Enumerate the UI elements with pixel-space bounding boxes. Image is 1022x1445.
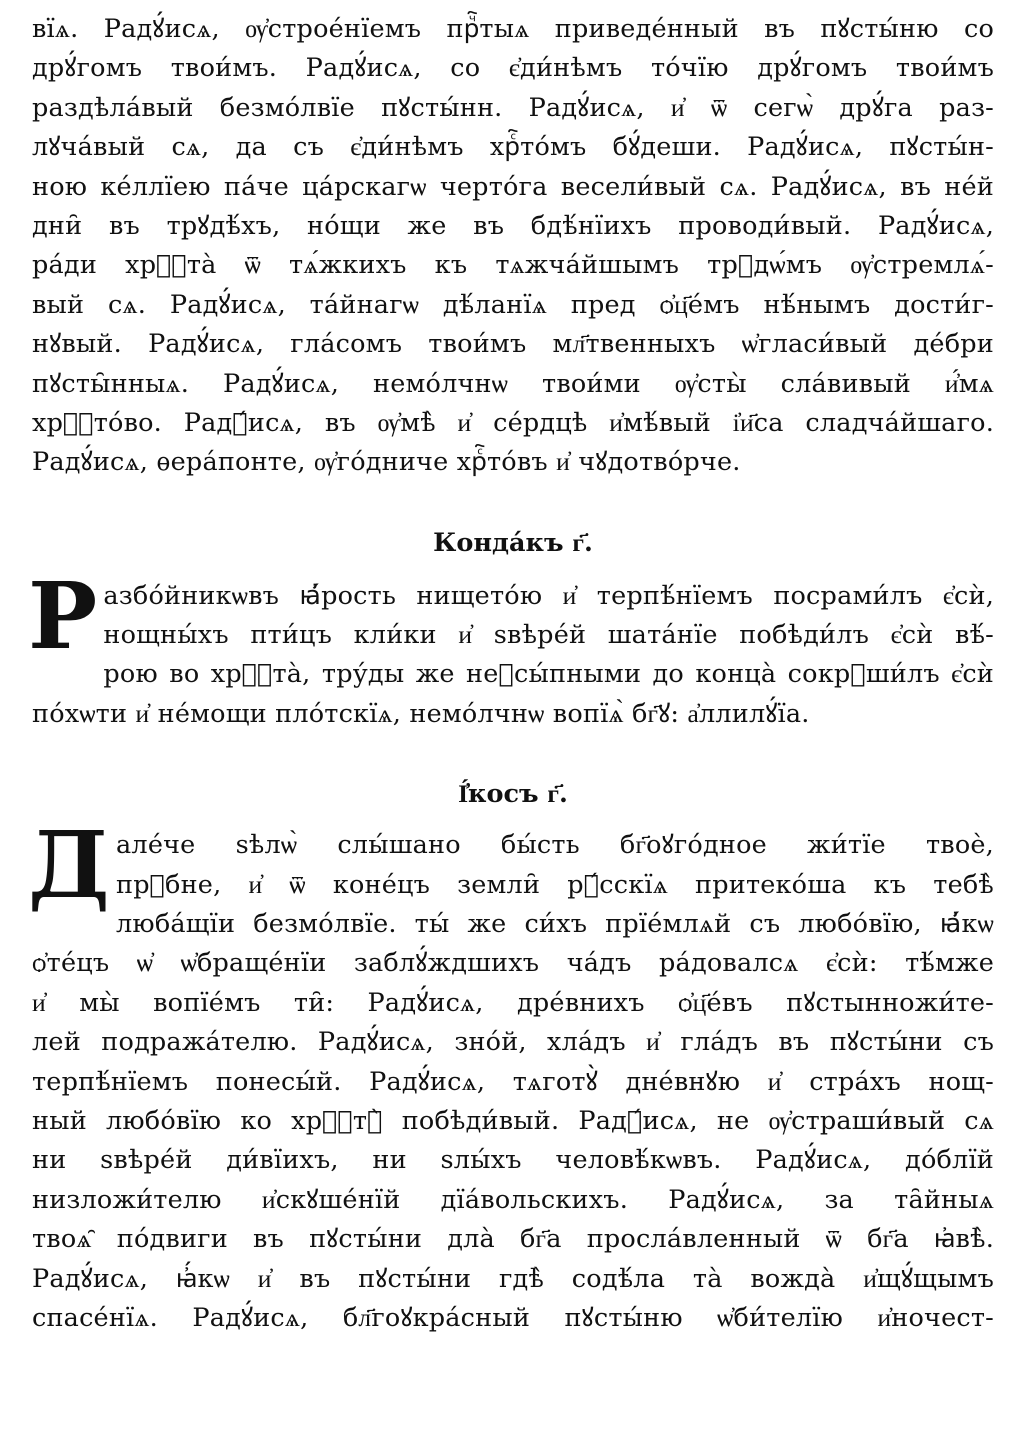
text-line: раздѣла́вый безмо́лвїе пꙋсты́нн. Радꙋ́исѧ, и҆ ѿ сегѡ̀ дрꙋ́га раз-: [32, 92, 994, 123]
ikos-heading: І҆́косъ г҃.: [458, 779, 568, 810]
text-line: люба́щїи безмо́лвїе. ты́ же си́хъ прїе́млѧй съ любо́вїю, ꙗ҆́кѡ: [116, 909, 994, 940]
text-line: Радꙋ́исѧ, ꙗ҆́кѡ и҆ въ пꙋсты́ни гдѣ̀ содѣ́ла та̀ вожда̀ и҆щꙋ́щымъ: [32, 1263, 994, 1294]
ikos-drop-cap: Д: [28, 811, 111, 920]
text-line: низложи́телю и҆скꙋше́нїй дїа́вольскихъ. Радꙋ́исѧ, за та̑йныѧ: [32, 1184, 994, 1215]
text-line: твоѧ̑ по́двиги въ пꙋсты́ни дла̀ бг҃а просла́вленный ѿ бг҃а ꙗ҆вѣ̀.: [32, 1224, 994, 1255]
text-line: дрꙋ́гомъ твои́мъ. Радꙋ́исѧ, со є҆ди́нѣмъ то́чїю дрꙋ́гомъ твои́мъ: [32, 53, 994, 84]
kondak-heading: Конда́къ г҃.: [433, 527, 593, 558]
text-line: вый сѧ. Радꙋ́исѧ, та́йнагѡ дѣ́ланїѧ пред ѻ҆ц҃е́мъ нѣ́нымъ дости́г-: [32, 289, 994, 320]
text-line: ною ке́ллїею па́че ца́рскагѡ черто́га весели́вый сѧ. Радꙋ́исѧ, въ не́й: [32, 171, 994, 202]
text-line: лей подража́телю. Радꙋ́исѧ, зно́й, хла́дъ и҆ гла́дъ въ пꙋсты́ни съ: [32, 1027, 994, 1058]
ikos-paragraph: [28, 811, 994, 1338]
text-line: спасе́нїѧ. Радꙋ́исѧ, бл҃гоꙋкра́сный пꙋсты́ню ѡ҆би́телїю и҆ночест-: [32, 1302, 994, 1333]
kondak-paragraph: [28, 561, 994, 735]
text-line: и҆ мы̀ вопїе́мъ ти̑: Радꙋ́исѧ, дре́внихъ ѻ҆ц҃е́въ пꙋстынножи́те-: [32, 987, 994, 1018]
document-page: [28, 10, 994, 1338]
text-line: ни ѕвѣре́й ди́вїихъ, ни ѕлы́хъ человѣ́кѡвъ. Радꙋ́исѧ, до́блїй: [32, 1145, 994, 1176]
text-line: хрⷭ҇то́во. Радꙋ́исѧ, въ ѹ҆мѣ̀ и҆ се́рдцѣ и҆мѣ́вый і҆и҃са сладча́йшаго.: [32, 407, 994, 438]
text-line: по́хѡти и҆ не́мощи пло́тскїѧ, немо́лчнѡ вопїѧ̀ бг҃ꙋ: а҆ллилꙋ́їа.: [32, 698, 810, 729]
text-line: вїѧ. Радꙋ́исѧ, ѹ҆строе́нїемъ прⷱ҇тыѧ приведе́нный въ пꙋсты́ню со: [32, 14, 994, 44]
text-line: дни̑ въ трꙋдѣ́хъ, но́щи же въ бдѣ́нїихъ проводи́вый. Радꙋ́исѧ,: [32, 210, 994, 241]
text-line: нощны́хъ пти́цъ кли́ки и҆ ѕвѣре́й шата́нїе побѣди́лъ є҆сѝ вѣ́-: [103, 620, 994, 651]
text-line: пꙋсты̑нныѧ. Радꙋ́исѧ, немо́лчнѡ твои́ми ѹ҆сты̀ сла́вивый и҆́мѧ: [32, 368, 994, 399]
text-line: ра́ди хрⷭ҇та̀ ѿ тѧ́жкихъ къ тѧжча́йшымъ трꙋдѡ́мъ ѹ҆стремлѧ́-: [32, 250, 994, 281]
text-line: азбо́йникѡвъ ꙗ҆́рость нището́ю и҆ терпѣ́нїемъ посрами́лъ є҆сѝ,: [103, 580, 994, 611]
text-line: рою во хрⷭ҇та̀, тру́ды же неꙋсы́пными до конца̀ сокрꙋши́лъ є҆сѝ: [103, 659, 994, 690]
text-line: лꙋча́вый сѧ, да съ є҆ди́нѣмъ хрⷭ҇то́мъ бꙋ́деши. Радꙋ́исѧ, пꙋсты́н-: [32, 132, 994, 163]
text-line: ѻ҆те́цъ ѡ҆ ѡ҆браще́нїи заблꙋ́ждшихъ ча́дъ ра́довалсѧ є҆сѝ: тѣ́мже: [32, 948, 994, 979]
text-line: терпѣ́нїемъ понесы́й. Радꙋ́исѧ, тѧготꙋ̀ дне́внꙋю и҆ стра́хъ нощ-: [32, 1066, 994, 1097]
akathist-text-top: [32, 10, 994, 483]
text-line: Радꙋ́исѧ, ѳера́понте, ѹ҆го́дниче хрⷭ҇то́въ и҆ чꙋдотво́рче.: [32, 447, 741, 478]
text-line: але́че ѕѣлѡ̀ слы́шано бы́сть бг҃оꙋго́дное жи́тїе твоѐ,: [116, 830, 994, 861]
text-line: ный любо́вїю ко хрⷭ҇тꙋ̀ побѣди́вый. Радꙋ́исѧ, не ѹ҆страши́вый сѧ: [32, 1105, 994, 1136]
text-line: нꙋвый. Радꙋ́исѧ, гла́сомъ твои́мъ мл҃твенныхъ ѡ҆гласи́вый де́бри: [32, 329, 994, 360]
text-line: прⷣбне, и҆ ѿ коне́цъ земли̑ рꙋ́сскїѧ притеко́ша къ тебѣ̀: [116, 869, 994, 900]
kondak-drop-cap: Р: [28, 561, 98, 670]
